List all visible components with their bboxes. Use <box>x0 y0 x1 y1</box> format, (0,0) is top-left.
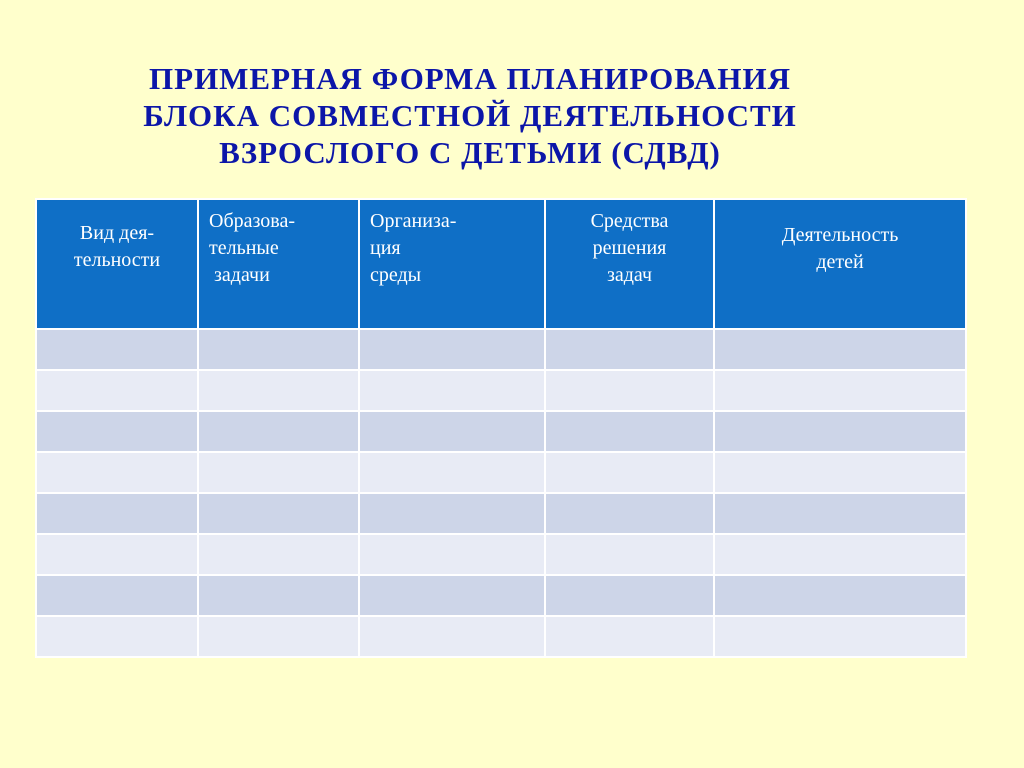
table-cell <box>545 329 714 370</box>
table-row <box>36 616 966 657</box>
table-cell <box>198 616 359 657</box>
table-cell <box>198 534 359 575</box>
table-cell <box>359 493 545 534</box>
table-cell <box>198 452 359 493</box>
table-cell <box>359 575 545 616</box>
table-row <box>36 329 966 370</box>
table-row <box>36 370 966 411</box>
title-line-2: БЛОКА СОВМЕСТНОЙ ДЕЯТЕЛЬНОСТИ <box>143 98 797 133</box>
table-cell <box>36 329 198 370</box>
table-cell <box>198 493 359 534</box>
table-cell <box>714 452 966 493</box>
table-cell <box>714 575 966 616</box>
table-cell <box>36 534 198 575</box>
table-cell <box>545 370 714 411</box>
header-children-activity: Деятельность детей <box>714 199 966 329</box>
table-cell <box>36 411 198 452</box>
table-cell <box>545 493 714 534</box>
header-activity-type: Вид дея- тельности <box>36 199 198 329</box>
table-cell <box>36 616 198 657</box>
table-cell <box>714 411 966 452</box>
table-cell <box>545 575 714 616</box>
table-cell <box>359 411 545 452</box>
table-cell <box>714 534 966 575</box>
table-cell <box>545 616 714 657</box>
table-cell <box>714 616 966 657</box>
table-row <box>36 534 966 575</box>
header-educational-tasks: Образова- тельные задачи <box>198 199 359 329</box>
table-cell <box>36 452 198 493</box>
table-cell <box>545 452 714 493</box>
table-cell <box>36 370 198 411</box>
table-row <box>36 452 966 493</box>
table-row <box>36 575 966 616</box>
table-row <box>36 493 966 534</box>
planning-table <box>35 198 967 658</box>
table-cell <box>714 370 966 411</box>
table-cell <box>714 493 966 534</box>
table-cell <box>359 534 545 575</box>
table-cell <box>545 411 714 452</box>
title-line-1: ПРИМЕРНАЯ ФОРМА ПЛАНИРОВАНИЯ <box>149 61 791 96</box>
table-cell <box>198 575 359 616</box>
table-header-row <box>36 199 966 329</box>
table-cell <box>714 329 966 370</box>
table-cell <box>198 329 359 370</box>
table-cell <box>198 411 359 452</box>
table-cell <box>36 575 198 616</box>
table-cell <box>359 329 545 370</box>
page-title <box>0 60 940 171</box>
table-cell <box>545 534 714 575</box>
table-cell <box>36 493 198 534</box>
table-cell <box>359 616 545 657</box>
header-task-means: Средства решения задач <box>545 199 714 329</box>
table-cell <box>198 370 359 411</box>
table-body <box>36 329 966 657</box>
header-environment-organization: Организа- ция среды <box>359 199 545 329</box>
title-line-3: ВЗРОСЛОГО С ДЕТЬМИ (СДВД) <box>219 135 721 170</box>
table-row <box>36 411 966 452</box>
table-cell <box>359 370 545 411</box>
table-cell <box>359 452 545 493</box>
